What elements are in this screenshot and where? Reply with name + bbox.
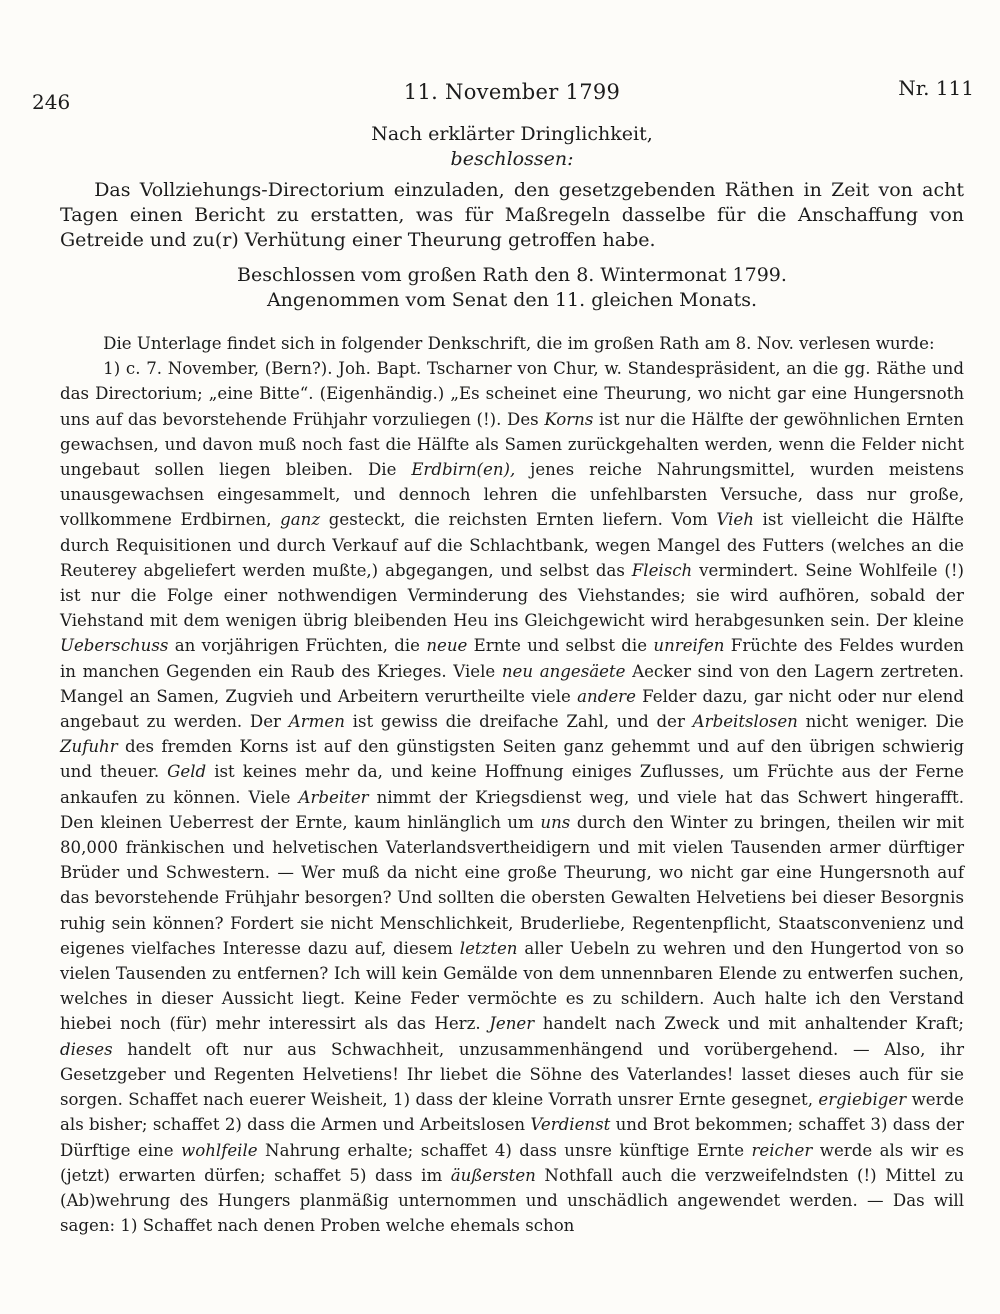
resolved-heading: beschlossen: bbox=[450, 148, 574, 170]
memorial-segment: nimmt der Kriegsdienst weg, und viele hat das Schwert hingerafft. Den kleinen Ueberrest der Ernte, kaum hinlänglich um bbox=[60, 787, 964, 832]
urgency-heading: Nach erklärter Dringlichkeit, bbox=[371, 123, 653, 145]
emphasized-word: ganz bbox=[280, 510, 321, 530]
emphasized-word: Ueberschuss bbox=[60, 636, 169, 656]
memorial-segment: des fremden Korns ist auf den günstigsten Seiten ganz gehemmt und auf den übrigen schwierig und theuer. bbox=[60, 737, 964, 782]
memorial-segment: Nothfall auch die verzweifelndsten (!) Mittel zu (Ab)wehrung des Hungers planmäßig unternommen und unschädlich angewendet werden. — Das will sagen: 1) Schaffet nach denen Proben welche ehemals schon bbox=[60, 1165, 964, 1236]
memorial-section bbox=[60, 331, 964, 1238]
emphasized-word: andere bbox=[577, 686, 636, 706]
memorial-segment: Nahrung erhalte; schaffet 4) dass unsre künftige Ernte bbox=[257, 1140, 752, 1160]
emphasized-word: letzten bbox=[459, 938, 518, 958]
emphasized-word: Jener bbox=[489, 1014, 535, 1034]
memorial-segment: jenes reiche Nahrungsmittel, wurden meistens unausgewachsen eingesammelt, und dennoch lehren die unfehlbarsten Versuche, dass nur große, vollkommene Erdbirnen, bbox=[60, 460, 964, 530]
emphasized-word: wohlfeile bbox=[181, 1140, 258, 1160]
memorial-text bbox=[60, 356, 964, 1238]
emphasized-word: uns bbox=[540, 812, 571, 832]
emphasized-word: äußersten bbox=[450, 1165, 536, 1185]
document-number: Nr. 111 bbox=[898, 76, 974, 100]
memorial-segment: handelt nach Zweck und mit anhaltender Kraft; bbox=[534, 1014, 964, 1034]
emphasized-word: Zufuhr bbox=[60, 737, 118, 757]
emphasized-word: reicher bbox=[751, 1140, 813, 1160]
emphasized-word: ergiebiger bbox=[818, 1090, 907, 1110]
page-number: 246 bbox=[32, 90, 71, 114]
emphasized-word: neue bbox=[426, 636, 468, 656]
emphasized-word: Vieh bbox=[716, 510, 754, 530]
memorial-segment: nicht weniger. Die bbox=[797, 712, 964, 732]
memorial-segment: 1) c. 7. November, (Bern?). Joh. Bapt. Tscharner von Chur, w. Standespräsident, an die gg. Räthe und das Directorium; „eine Bitte“. (Eigenhändig.) „Es scheinet eine Theurung, wo nicht gar eine Hungersnoth uns auf das bevorstehende Frühjahr vorzuliegen (!). Des bbox=[60, 359, 964, 429]
passed-grand-council: Beschlossen vom großen Rath den 8. Wintermonat 1799. bbox=[237, 264, 787, 286]
memorial-segment: und Brot bekommen; schaffet 3) dass der Dürftige eine bbox=[60, 1115, 964, 1160]
memorial-segment: vermindert. Seine Wohlfeile (!) ist nur die Folge einer nothwendigen Verminderung des Viehstandes; sie wird aufhören, sobald der Viehstand mit dem wenigen übrig bleibenden Heu ins Gleichgewicht wird herabgesunken sein. Der kleine bbox=[60, 560, 965, 631]
page-header bbox=[32, 76, 974, 122]
emphasized-word: Fleisch bbox=[631, 560, 693, 580]
memorial-segment: durch den Winter zu bringen, theilen wir mit 80,000 fränkischen und helvetischen Vaterlandsvertheidigern und mit vielen Tausenden armer dürftiger Brüder und Schwestern. — Wer muß da nicht eine große Theurung, wo nicht gar eine Hungersnoth auf das bevorstehende Frühjahr besorgen? Und sollten die obersten Gewalten Helvetiens bei dieser Besorgnis ruhig sein können? Fordert sie nicht Menschlichkeit, Bruderliebe, Regentenpflicht, Staatsconvenienz und eigenes vielfaches Interesse dazu auf, diesem bbox=[60, 812, 964, 958]
memorial-segment: gesteckt, die reichsten Ernten liefern. Vom bbox=[320, 510, 717, 530]
emphasized-word: Erdbirn(en), bbox=[411, 460, 516, 480]
passed-senate: Angenommen vom Senat den 11. gleichen Monats. bbox=[266, 289, 758, 311]
emphasized-word: unreifen bbox=[653, 636, 725, 656]
memorial-segment: Felder dazu, gar nicht oder nur elend angebaut zu werden. Der bbox=[60, 686, 964, 732]
emphasized-word: Arbeitslosen bbox=[692, 712, 798, 732]
resolution-text: Das Vollziehungs-Directorium einzuladen, den gesetzgebenden Räthen in Zeit von acht Tagen einen Bericht zu erstatten, was für Maßregeln dasselbe für die Anschaffung von Getreide und zu(r) Verhütung einer Theurung getroffen habe. bbox=[60, 179, 964, 251]
memorial-intro: Die Unterlage findet sich in folgender Denkschrift, die im großen Rath am 8. Nov. verlesen wurde: bbox=[103, 334, 935, 353]
memorial-segment: Früchte des Feldes wurden in manchen Gegenden ein Raub des Krieges. Viele bbox=[60, 636, 964, 681]
memorial-segment: Ernte und selbst die bbox=[467, 636, 654, 656]
memorial-segment: ist nur die Hälfte der gewöhnlichen Ernten gewachsen, und davon muß noch fast die Hälfte als Samen zurückgehalten werden, wenn die Felder nicht ungebaut sollen liegen bleiben. Die bbox=[60, 409, 964, 480]
memorial-segment: an vorjährigen Früchten, die bbox=[168, 636, 427, 656]
emphasized-word: Arbeiter bbox=[298, 787, 369, 807]
memorial-segment: werde als bisher; schaffet 2) dass die Armen und Arbeitslosen bbox=[60, 1090, 964, 1135]
emphasized-word: dieses bbox=[60, 1039, 113, 1059]
memorial-segment: handelt oft nur aus Schwachheit, unzusammenhängend und vorübergehend. — Also, ihr Gesetzgeber und Regenten Helvetiens! Ihr liebet die Söhne des Vaterlandes! lasset dieses auch für sie sorgen. Schaffet nach euerer Weisheit, 1) dass der kleine Vorrath unsrer Ernte gesegnet, bbox=[60, 1039, 964, 1110]
memorial-segment: ist keines mehr da, und keine Hoffnung einiges Zuflusses, um Früchte aus der Ferne ankaufen zu können. Viele bbox=[60, 762, 964, 807]
emphasized-word: Armen bbox=[288, 712, 345, 732]
memorial-segment: werde als wir es (jetzt) erwarten dürfen; schaffet 5) dass im bbox=[60, 1140, 964, 1185]
memorial-segment: ist vielleicht die Hälfte durch Requisitionen und durch Verkauf auf die Schlachtbank, wegen Mangel des Futters (welches an die Reuterey abgeliefert werden mußte,) abgegangen, und selbst das bbox=[60, 510, 964, 580]
emphasized-word: neu angesäete bbox=[501, 661, 626, 681]
memorial-segment: ist gewiss die dreifache Zahl, und der bbox=[344, 712, 693, 732]
header-date: 11. November 1799 bbox=[403, 80, 621, 104]
memorial-segment: aller Uebeln zu wehren und den Hungertod von so vielen Tausenden zu entfernen? Ich will kein Gemälde von dem unnennbaren Elende zu entwerfen suchen, welches in dieser Aussicht liegt. Keine Feder vermöchte es zu schildern. Auch halte ich den Verstand hiebei noch (für) mehr interessirt als das Herz. bbox=[60, 938, 964, 1034]
memorial-segment: Aecker sind von den Lagern zertreten. Mangel an Samen, Zugvieh und Arbeitern verurtheilte viele bbox=[60, 661, 964, 706]
emphasized-word: Verdienst bbox=[530, 1115, 611, 1135]
emphasized-word: Korns bbox=[544, 409, 594, 429]
emphasized-word: Geld bbox=[167, 762, 207, 782]
